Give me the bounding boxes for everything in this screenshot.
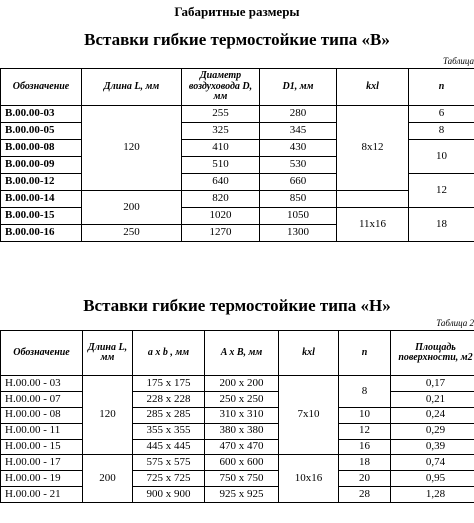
table-row — [1, 376, 474, 392]
cell-length-group: 250 — [82, 225, 182, 242]
table-row — [1, 423, 474, 439]
header-AxB: A x B, мм — [205, 331, 279, 376]
cell-n: 12 — [339, 423, 391, 439]
cell-axb: 285 x 285 — [133, 407, 205, 423]
cell-code: Н.00.00 - 15 — [1, 439, 83, 455]
cell-d1: 1300 — [260, 225, 337, 242]
cell-kxl-group: 7x10 — [279, 376, 339, 455]
header-code: Обозначение — [1, 69, 82, 106]
cell-d1: 280 — [260, 106, 337, 123]
cell-AxB: 750 x 750 — [205, 471, 279, 487]
header-axb: a x b , мм — [133, 331, 205, 376]
cell-code: Н.00.00 - 17 — [1, 455, 83, 471]
header-length: Длина L, мм — [83, 331, 133, 376]
cell-d1: 530 — [260, 157, 337, 174]
cell-n: 10 — [339, 407, 391, 423]
cell-n-group: 18 — [409, 208, 474, 242]
cell-diameter: 820 — [182, 191, 260, 208]
cell-area: 0,24 — [391, 407, 474, 423]
cell-code: В.00.00-15 — [1, 208, 82, 225]
cell-diameter: 325 — [182, 123, 260, 140]
cell-diameter: 640 — [182, 174, 260, 191]
cell-code: В.00.00-05 — [1, 123, 82, 140]
header-kxl: kxl — [337, 69, 409, 106]
cell-diameter: 255 — [182, 106, 260, 123]
cell-area: 0,29 — [391, 423, 474, 439]
cell-area: 0,95 — [391, 471, 474, 487]
header-length: Длина L, мм — [82, 69, 182, 106]
header-kxl: kxl — [279, 331, 339, 376]
table-b-label: Таблица — [442, 56, 474, 66]
cell-code: Н.00.00 - 11 — [1, 423, 83, 439]
cell-n: 8 — [409, 123, 474, 140]
cell-kxl-group: 11x16 — [337, 208, 409, 242]
table-h — [0, 330, 474, 503]
header-area: Площадь поверхности, м2 — [391, 331, 474, 376]
page-title: Габаритные размеры — [174, 4, 300, 19]
cell-n: 6 — [409, 106, 474, 123]
table-row — [1, 471, 474, 487]
cell-n-group: 10 — [409, 140, 474, 174]
cell-code: Н.00.00 - 07 — [1, 391, 83, 407]
cell-axb: 575 x 575 — [133, 455, 205, 471]
cell-length-group: 120 — [82, 106, 182, 191]
table-row — [1, 407, 474, 423]
table-b-title: Вставки гибкие термостойкие типа «В» — [84, 30, 390, 49]
cell-area: 0,17 — [391, 376, 474, 392]
table-row — [1, 208, 474, 225]
cell-code: Н.00.00 - 08 — [1, 407, 83, 423]
cell-code: Н.00.00 - 03 — [1, 376, 83, 392]
cell-AxB: 200 x 200 — [205, 376, 279, 392]
cell-length-group: 200 — [82, 191, 182, 225]
cell-code: Н.00.00 - 21 — [1, 487, 83, 503]
cell-d1: 1050 — [260, 208, 337, 225]
table-b-header-row — [1, 69, 474, 106]
header-n: n — [409, 69, 474, 106]
cell-length-group: 120 — [83, 376, 133, 455]
cell-axb: 445 x 445 — [133, 439, 205, 455]
table-h-title: Вставки гибкие термостойкие типа «Н» — [83, 296, 391, 315]
cell-AxB: 600 x 600 — [205, 455, 279, 471]
cell-AxB: 380 x 380 — [205, 423, 279, 439]
cell-area: 1,28 — [391, 487, 474, 503]
cell-code: В.00.00-12 — [1, 174, 82, 191]
cell-kxl-group: 8x12 — [337, 106, 409, 191]
cell-d1: 850 — [260, 191, 337, 208]
cell-kxl-empty — [337, 191, 409, 208]
cell-AxB: 250 x 250 — [205, 391, 279, 407]
header-diameter: Диаметр воздуховода D, мм — [182, 69, 260, 106]
cell-AxB: 310 x 310 — [205, 407, 279, 423]
cell-area: 0,39 — [391, 439, 474, 455]
cell-AxB: 925 x 925 — [205, 487, 279, 503]
table-row — [1, 106, 474, 123]
cell-d1: 430 — [260, 140, 337, 157]
cell-diameter: 410 — [182, 140, 260, 157]
cell-area: 0,21 — [391, 391, 474, 407]
table-row — [1, 455, 474, 471]
cell-axb: 355 x 355 — [133, 423, 205, 439]
cell-diameter: 1270 — [182, 225, 260, 242]
table-row — [1, 391, 474, 407]
cell-d1: 660 — [260, 174, 337, 191]
cell-kxl-group: 10x16 — [279, 455, 339, 503]
table-h-label: Таблица 2 — [436, 318, 474, 328]
cell-code: В.00.00-14 — [1, 191, 82, 208]
cell-n-group: 12 — [409, 174, 474, 208]
cell-code: В.00.00-08 — [1, 140, 82, 157]
cell-axb: 228 x 228 — [133, 391, 205, 407]
cell-diameter: 510 — [182, 157, 260, 174]
cell-code: Н.00.00 - 19 — [1, 471, 83, 487]
cell-length-group: 200 — [83, 455, 133, 503]
table-row — [1, 439, 474, 455]
cell-axb: 725 x 725 — [133, 471, 205, 487]
table-b — [0, 68, 474, 242]
table-row — [1, 487, 474, 503]
cell-d1: 345 — [260, 123, 337, 140]
cell-n: 20 — [339, 471, 391, 487]
cell-code: В.00.00-09 — [1, 157, 82, 174]
cell-n-group: 8 — [339, 376, 391, 408]
cell-code: В.00.00-16 — [1, 225, 82, 242]
header-code: Обозначение — [1, 331, 83, 376]
cell-axb: 900 x 900 — [133, 487, 205, 503]
table-h-header-row — [1, 331, 474, 376]
table-row — [1, 191, 474, 208]
cell-code: В.00.00-03 — [1, 106, 82, 123]
cell-n: 18 — [339, 455, 391, 471]
cell-diameter: 1020 — [182, 208, 260, 225]
header-d1: D1, мм — [260, 69, 337, 106]
cell-n: 28 — [339, 487, 391, 503]
cell-area: 0,74 — [391, 455, 474, 471]
header-n: n — [339, 331, 391, 376]
cell-axb: 175 x 175 — [133, 376, 205, 392]
cell-n: 16 — [339, 439, 391, 455]
cell-AxB: 470 x 470 — [205, 439, 279, 455]
